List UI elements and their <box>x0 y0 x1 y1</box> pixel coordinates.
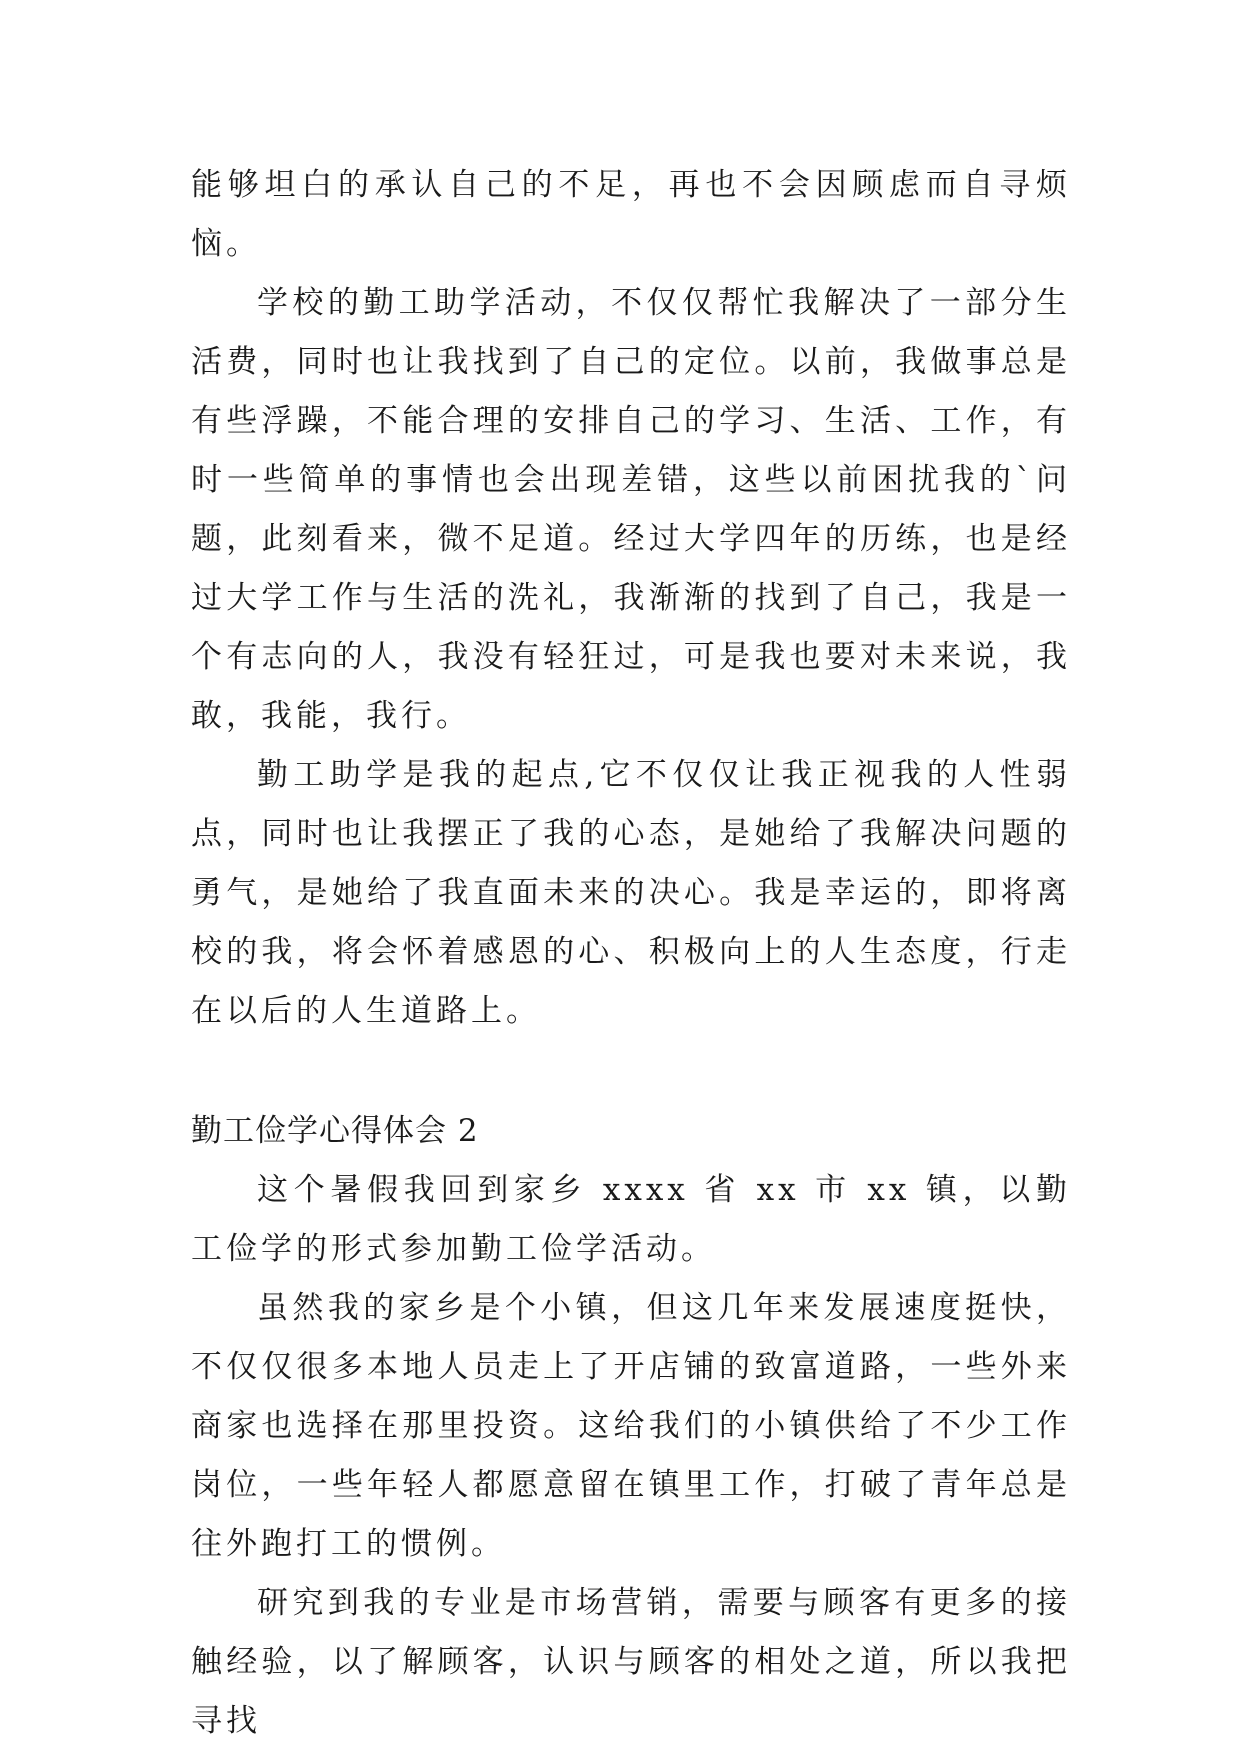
paragraph-work-study-benefits: 学校的勤工助学活动，不仅仅帮忙我解决了一部分生活费，同时也让我找到了自己的定位。以前，我做事总是有些浮躁，不能合理的安排自己的学习、生活、工作，有时一些简单的事情也会出现差错，这些以前困扰我的`问题，此刻看来，微不足道。经过大学四年的历练，也是经过大学工作与生活的洗礼，我渐渐的找到了自己，我是一个有志向的人，我没有轻狂过，可是我也要对未来说，我敢，我能，我行。 <box>191 285 1071 734</box>
paragraph-summer-hometown: 这个暑假我回到家乡 xxxx 省 xx 市 xx 镇，以勤工俭学的形式参加勤工俭学活动。 <box>191 1172 1071 1267</box>
section-heading: 勤工俭学心得体会 2 <box>191 1113 479 1149</box>
paragraph-starting-point: 勤工助学是我的起点,它不仅仅让我正视我的人性弱点，同时也让我摆正了我的心态，是她给了我解决问题的勇气，是她给了我直面未来的决心。我是幸运的，即将离校的我，将会怀着感恩的心、积极向上的人生态度，行走在以后的人生道路上。 <box>191 757 1071 1029</box>
paragraph-town-development: 虽然我的家乡是个小镇，但这几年来发展速度挺快，不仅仅很多本地人员走上了开店铺的致富道路，一些外来商家也选择在那里投资。这给我们的小镇供给了不少工作岗位，一些年轻人都愿意留在镇里工作，打破了青年总是往外跑打工的惯例。 <box>191 1290 1071 1562</box>
document-body <box>191 156 1071 1751</box>
paragraph-major-marketing: 研究到我的专业是市场营销，需要与顾客有更多的接触经验，以了解顾客，认识与顾客的相处之道，所以我把寻找 <box>191 1585 1071 1739</box>
paragraph-continuation: 能够坦白的承认自己的不足，再也不会因顾虑而自寻烦恼。 <box>191 167 1071 262</box>
